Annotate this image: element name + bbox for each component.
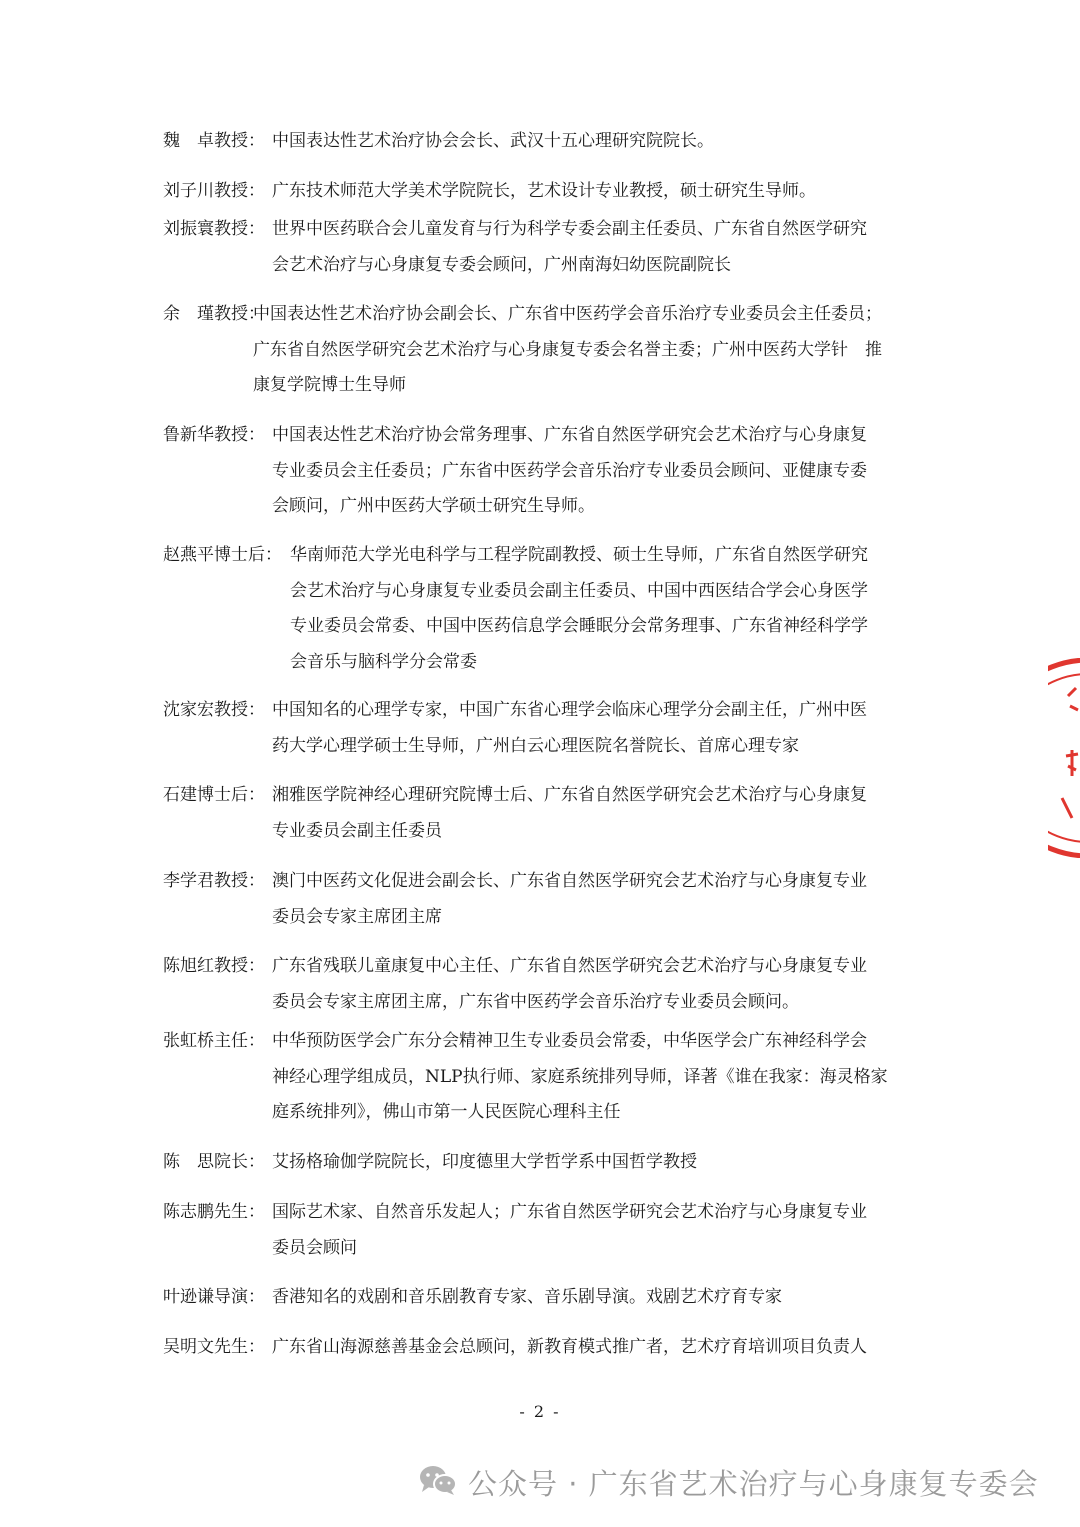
- expert-description-line: 会顾问，广州中医药大学硕士研究生导师。: [272, 496, 595, 516]
- expert-description-line: 世界中医药联合会儿童发育与行为科学专委会副主任委员、广东省自然医学研究: [272, 219, 867, 239]
- expert-name-title: 余 瑾教授：: [163, 304, 265, 324]
- expert-description-line: 广东省山海源慈善基金会总顾问，新教育模式推广者，艺术疗育培训项目负责人: [272, 1337, 867, 1357]
- expert-description-line: 会音乐与脑科学分会常委: [290, 651, 477, 672]
- expert-name-title: 陈旭红教授：: [163, 956, 265, 976]
- expert-description-line: 广东省自然医学研究会艺术治疗与心身康复专委会名誉主委；广州中医药大学针 推: [253, 339, 882, 360]
- expert-description-line: 国际艺术家、自然音乐发起人；广东省自然医学研究会艺术治疗与心身康复专业: [272, 1202, 867, 1222]
- expert-name-title: 陈志鹏先生：: [163, 1202, 265, 1222]
- expert-description-line: 中国知名的心理学专家，中国广东省心理学会临床心理学分会副主任，广州中医: [272, 700, 867, 720]
- expert-description-line: 会艺术治疗与心身康复专委会顾问，广州南海妇幼医院副院长: [272, 254, 731, 275]
- expert-description-line: 药大学心理学硕士生导师，广州白云心理医院名誉院长、首席心理专家: [272, 735, 799, 756]
- expert-entry: [163, 297, 933, 404]
- expert-name-title: 沈家宏教授：: [163, 700, 265, 720]
- expert-description-line: 中国表达性艺术治疗协会副会长、广东省中医药学会音乐治疗专业委员会主任委员；: [253, 304, 882, 324]
- wechat-watermark: [418, 1462, 1039, 1502]
- expert-name-title: 陈 思院长：: [163, 1152, 265, 1172]
- expert-name-title: 刘振寰教授：: [163, 219, 265, 239]
- red-seal-stamp: [1048, 658, 1080, 862]
- expert-description-line: 会艺术治疗与心身康复专业委员会副主任委员、中国中西医结合学会心身医学: [290, 580, 868, 601]
- expert-name-title: 石建博士后：: [163, 785, 265, 805]
- expert-description-line: 神经心理学组成员，NLP执行师、家庭系统排列导师，译著《谁在我家：海灵格家: [272, 1066, 888, 1087]
- expert-description-line: 中华预防医学会广东分会精神卫生专业委员会常委，中华医学会广东神经科学会: [272, 1031, 867, 1051]
- expert-description-line: 澳门中医药文化促进会副会长、广东省自然医学研究会艺术治疗与心身康复专业: [272, 871, 867, 891]
- expert-entry: [163, 778, 933, 849]
- expert-entry: [163, 864, 933, 935]
- expert-description-line: 委员会顾问: [272, 1237, 357, 1258]
- expert-name-title: 李学君教授：: [163, 871, 265, 891]
- expert-name-title: 吴明文先生：: [163, 1337, 265, 1357]
- expert-entry: [163, 418, 933, 525]
- expert-entry: [163, 538, 933, 680]
- expert-description-line: 康复学院博士生导师: [253, 375, 406, 395]
- expert-entry: [163, 174, 933, 210]
- expert-entry: [163, 124, 933, 160]
- expert-description-line: 香港知名的戏剧和音乐剧教育专家、音乐剧导演。戏剧艺术疗育专家: [272, 1287, 782, 1307]
- expert-entry: [163, 1195, 933, 1266]
- expert-description-line: 专业委员会副主任委员: [272, 820, 442, 841]
- expert-name-title: 魏 卓教授：: [163, 131, 265, 151]
- expert-description-line: 专业委员会常委、中国中医药信息学会睡眠分会常务理事、广东省神经科学学: [290, 616, 868, 636]
- page-number: - 2 -: [519, 1402, 561, 1421]
- expert-name-title: 叶逊谦导演：: [163, 1287, 265, 1307]
- expert-description-line: 中国表达性艺术治疗协会常务理事、广东省自然医学研究会艺术治疗与心身康复: [272, 425, 867, 445]
- expert-description-line: 庭系统排列》，佛山市第一人民医院心理科主任: [272, 1102, 621, 1122]
- expert-name-title: 刘子川教授：: [163, 181, 265, 201]
- expert-description-line: 广东省残联儿童康复中心主任、广东省自然医学研究会艺术治疗与心身康复专业: [272, 956, 867, 976]
- watermark-text: 公众号 · 广东省艺术治疗与心身康复专委会: [468, 1466, 1039, 1501]
- expert-description-line: 委员会专家主席团主席，广东省中医药学会音乐治疗专业委员会顾问。: [272, 991, 799, 1012]
- expert-description-line: 专业委员会主任委员；广东省中医药学会音乐治疗专业委员会顾问、亚健康专委: [272, 460, 867, 481]
- expert-name-title: 张虹桥主任：: [163, 1031, 265, 1051]
- expert-entry: [163, 1330, 933, 1366]
- expert-entry: [163, 1024, 933, 1131]
- expert-name-title: 赵燕平博士后：: [163, 545, 282, 565]
- expert-entry: [163, 1280, 933, 1316]
- expert-description-line: 广东技术师范大学美术学院院长，艺术设计专业教授，硕士研究生导师。: [272, 181, 816, 201]
- expert-description-line: 委员会专家主席团主席: [272, 906, 442, 927]
- wechat-icon: [418, 1464, 458, 1500]
- expert-description-line: 艾扬格瑜伽学院院长，印度德里大学哲学系中国哲学教授: [272, 1152, 697, 1172]
- expert-name-title: 鲁新华教授：: [163, 425, 265, 445]
- expert-description-line: 中国表达性艺术治疗协会会长、武汉十五心理研究院院长。: [272, 131, 714, 151]
- expert-description-line: 湘雅医学院神经心理研究院博士后、广东省自然医学研究会艺术治疗与心身康复: [272, 785, 867, 805]
- expert-entry: [163, 212, 933, 283]
- expert-entry: [163, 693, 933, 764]
- expert-entry: [163, 1145, 933, 1181]
- expert-entry: [163, 949, 933, 1020]
- expert-description-line: 华南师范大学光电科学与工程学院副教授、硕士生导师，广东省自然医学研究: [290, 545, 868, 565]
